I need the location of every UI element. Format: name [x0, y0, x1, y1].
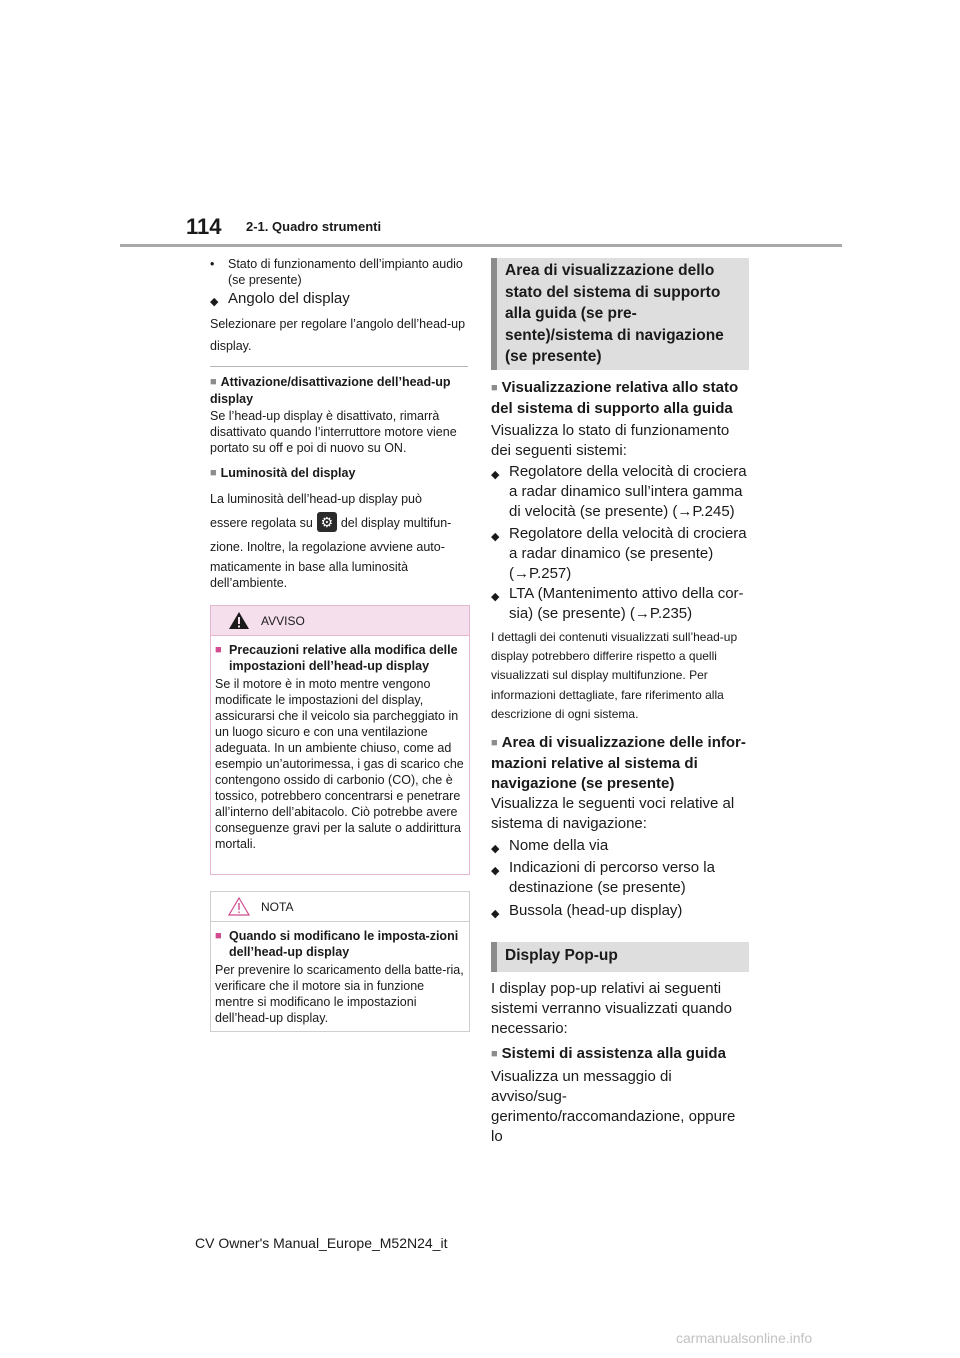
bullet-icon: •: [210, 257, 215, 271]
header-rule: [120, 244, 842, 247]
warning-content: [211, 636, 469, 852]
diamond-icon: ◆: [491, 843, 500, 855]
warning-header: [211, 606, 469, 636]
note-text: Per prevenire lo scaricamento della batte-ria, verificare che il motore sia in funzione mentre si modificano le impostazioni dell’head-up display.: [215, 963, 464, 1025]
text-span: del display multifun-: [340, 516, 452, 530]
diamond-icon: ◆: [491, 531, 500, 543]
subheading: ■ Area di visualizzazione delle infor-mazioni relative al sistema di navigazione (se presente): [491, 733, 749, 794]
text-line: [210, 511, 468, 535]
text-line: dell’ambiente.: [210, 576, 288, 590]
text-span: essere regolata su: [210, 516, 313, 530]
diamond-item: [210, 289, 468, 312]
warning-triangle-icon: [228, 611, 250, 630]
diamond-item-text: Angolo del display: [228, 290, 350, 307]
warning-title-text: Precauzioni relative alla modifica delle impostazioni dell’head-up display: [229, 643, 458, 673]
warning-title: [215, 642, 465, 674]
paragraph: I display pop-up relativi ai seguenti sistemi verranno visualizzati quando necessario:: [491, 980, 732, 1037]
subheading: ■ Attivazione/disattivazione dell’head-up display: [210, 374, 468, 407]
diamond-item-text: Bussola (head-up display): [509, 902, 683, 919]
diamond-item: [491, 462, 749, 522]
note-title-text: Quando si modificano le imposta-zioni dell’head-up display: [229, 929, 459, 959]
paragraph: Selezionare per regolare l’angolo dell’head-up display.: [210, 317, 466, 353]
gear-icon: ⚙: [317, 512, 337, 532]
paragraph: Se l’head-up display è disattivato, rimarrà disattivato quando l’interruttore motore viene portato su off e poi di nuovo su ON.: [210, 409, 457, 455]
diamond-item: [491, 524, 749, 584]
section-heading: Display Pop-up: [491, 942, 749, 972]
diamond-item: [491, 584, 749, 624]
diamond-icon: ◆: [491, 591, 500, 603]
diamond-item-text: Regolatore della velocità di crociera a radar dinamico sull’intera gamma di velocità (se presente) (→P.245): [509, 463, 747, 520]
diamond-item-text: Nome della via: [509, 837, 609, 854]
paragraph: Visualizza un messaggio di avviso/sug-gerimento/raccomandazione, oppure lo: [491, 1068, 736, 1145]
section-heading: Area di visualizzazione dello stato del sistema di supporto alla guida (se pre-sente)/sistema di navigazione (se presente): [491, 258, 749, 370]
chapter-title: 2-1. Quadro strumenti: [246, 219, 382, 234]
warning-box: [210, 605, 470, 875]
square-bullet-icon: ■: [215, 930, 222, 942]
text-line: maticamente in base alla luminosità: [210, 560, 409, 574]
text-line: La luminosità dell’head-up display può: [210, 492, 422, 506]
subheading: ■ Visualizzazione relativa allo stato del sistema di supporto alla guida: [491, 378, 749, 419]
paragraph: [210, 487, 468, 591]
diamond-item: [491, 836, 749, 859]
note-content: [211, 922, 469, 1026]
list-item-text: Stato di funzionamento dell’impianto audio (se presente): [228, 257, 463, 287]
warning-text: Se il motore è in moto mentre vengono modificate le impostazioni del display, assicurarsi che il veicolo sia parcheggiato in un luogo sicuro e con una ventilazione adeguata. In un ambiente chiuso, come ad esempio un’autorimessa, i gas di scarico che contengono ossido di carbonio (CO), che è tossico, potrebbero concentrarsi e penetrare all’interno dell’abitacolo. Ciò potrebbe avere conseguenze gravi per la salute o addirittura mortali.: [215, 677, 464, 851]
diamond-icon: ◆: [491, 908, 500, 920]
warning-label: AVVISO: [261, 614, 305, 628]
paragraph: Visualizza le seguenti voci relative al sistema di navigazione:: [491, 795, 735, 832]
subheading: ■ Sistemi di assistenza alla guida: [491, 1044, 749, 1065]
note-label: NOTA: [261, 900, 294, 914]
diamond-icon: ◆: [210, 296, 219, 308]
diamond-icon: ◆: [491, 865, 500, 877]
paragraph: Visualizza lo stato di funzionamento dei seguenti sistemi:: [491, 422, 730, 459]
page-number: 114: [186, 214, 222, 239]
text-line: zione. Inoltre, la regolazione avviene auto-: [210, 540, 445, 554]
note-header: [211, 892, 469, 922]
diamond-item-text: LTA (Mantenimento attivo della cor-sia) (se presente) (→P.235): [509, 585, 744, 622]
diamond-item-text: Regolatore della velocità di crociera a radar dinamico (se presente) (→P.257): [509, 525, 747, 582]
diamond-item: [491, 901, 749, 924]
diamond-item-text: Indicazioni di percorso verso la destinazione (se presente): [509, 859, 715, 896]
diamond-item: [491, 858, 749, 898]
list-item: [210, 256, 468, 288]
subheading: ■ Luminosità del display: [210, 465, 468, 482]
square-bullet-icon: ■: [215, 644, 222, 656]
note-title: [215, 928, 465, 960]
diamond-icon: ◆: [491, 469, 500, 481]
watermark: carmanualsonline.info: [676, 1330, 813, 1346]
section-divider: [210, 366, 468, 367]
note-triangle-icon: [228, 897, 250, 916]
footer-manual-title: CV Owner's Manual_Europe_M52N24_it: [195, 1235, 448, 1251]
note-paragraph: I dettagli dei contenuti visualizzati sull’head-up display potrebbero differire rispetto a quelli visualizzati sul display multifunzione. Per informazioni dettagliate, fare riferimento alla descrizione di ogni sistema.: [491, 630, 738, 721]
note-box: [210, 891, 470, 1032]
